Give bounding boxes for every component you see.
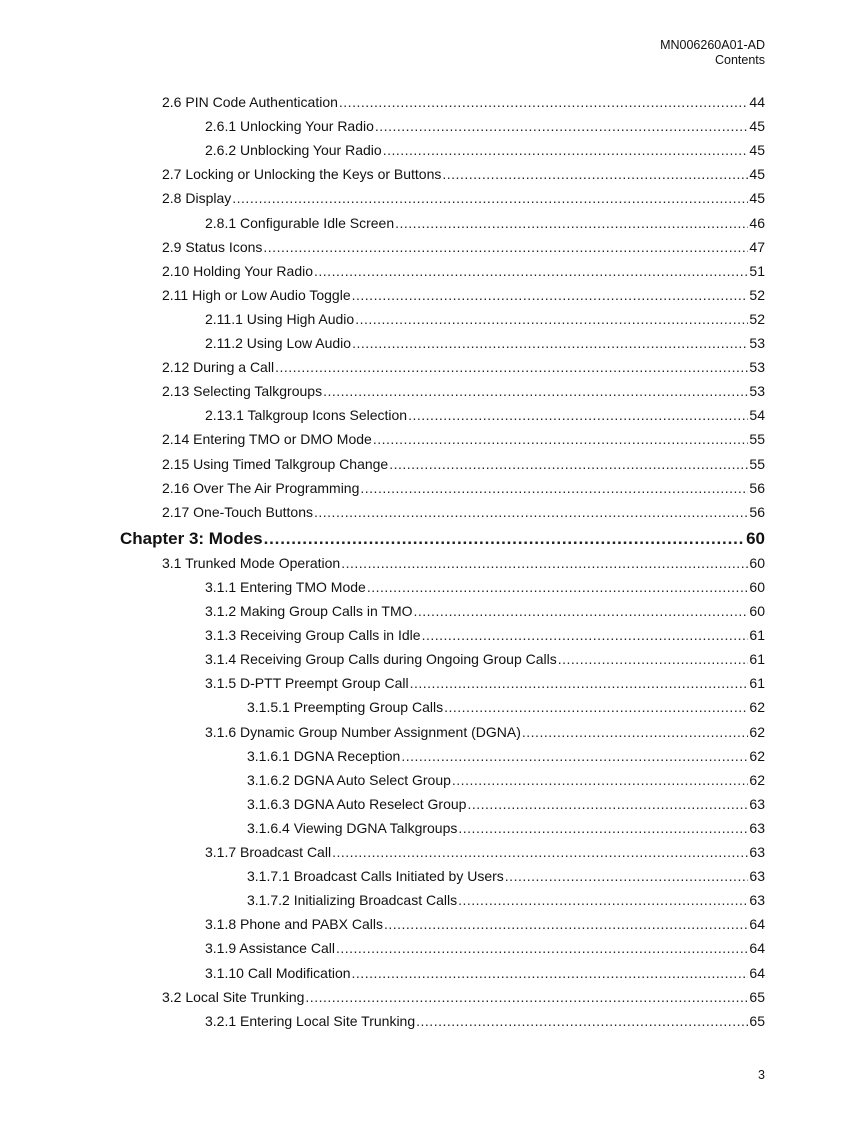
toc-entry[interactable] <box>205 142 765 159</box>
toc-entry[interactable] <box>205 916 765 933</box>
toc-entry-title: 2.11.2 Using Low Audio <box>205 335 352 351</box>
toc-entry-page: 60 <box>746 528 765 548</box>
toc-entry[interactable] <box>162 263 765 280</box>
toc-entry-page: 52 <box>749 286 765 303</box>
toc-leader-dots <box>263 239 748 256</box>
toc-entry-page: 63 <box>749 892 765 909</box>
toc-entry-page: 62 <box>749 699 765 716</box>
toc-entry[interactable] <box>247 868 765 885</box>
toc-entry[interactable] <box>205 940 765 957</box>
page-header <box>660 38 765 68</box>
toc-entry[interactable] <box>205 215 765 232</box>
toc-entry[interactable] <box>205 311 765 328</box>
toc-entry-title: 2.10 Holding Your Radio <box>162 262 314 279</box>
toc-entry-title: 3.1.10 Call Modification <box>205 964 351 981</box>
toc-entry-page: 53 <box>749 383 765 400</box>
toc-entry-title: Chapter 3: Modes <box>120 528 263 548</box>
toc-leader-dots <box>505 868 749 885</box>
toc-leader-dots <box>442 166 748 183</box>
toc-entry-page: 45 <box>749 142 765 159</box>
toc-leader-dots <box>414 603 749 620</box>
toc-leader-dots <box>323 383 748 400</box>
toc-entry-title: 2.6 PIN Code Authentication <box>162 94 338 110</box>
toc-entry-title: 2.13.1 Talkgroup Icons Selection <box>205 407 408 424</box>
toc-entry-page: 53 <box>749 335 765 351</box>
toc-entry[interactable] <box>162 504 765 521</box>
toc-entry-page: 53 <box>749 359 765 376</box>
toc-entry[interactable] <box>162 239 765 256</box>
toc-entry-page: 63 <box>749 795 765 812</box>
toc-entry[interactable] <box>162 383 765 400</box>
toc-leader-dots <box>416 1013 748 1030</box>
toc-entry-title: 3.1.8 Phone and PABX Calls <box>205 916 383 933</box>
toc-leader-dots <box>375 118 749 135</box>
toc-entry[interactable] <box>162 989 765 1006</box>
toc-entry-title: 2.15 Using Timed Talkgroup Change <box>162 455 389 472</box>
toc-entry-title: 2.8.1 Configurable Idle Screen <box>205 214 395 231</box>
toc-entry[interactable] <box>205 675 765 692</box>
toc-entry-page: 61 <box>749 627 765 644</box>
toc-entry[interactable] <box>205 118 765 135</box>
toc-entry[interactable] <box>247 748 765 765</box>
toc-entry-page: 65 <box>749 988 765 1005</box>
toc-entry-title: 3.2 Local Site Trunking <box>162 988 305 1005</box>
toc-entry-page: 64 <box>749 916 765 933</box>
toc-entry[interactable] <box>205 965 765 982</box>
toc-entry-title: 3.1.7.2 Initializing Broadcast Calls <box>247 892 458 909</box>
toc-entry-title: 2.16 Over The Air Programming <box>162 479 360 496</box>
toc-entry-page: 62 <box>749 723 765 740</box>
toc-entry[interactable] <box>162 480 765 497</box>
toc-entry-page: 61 <box>749 651 765 668</box>
toc-entry-page: 64 <box>749 940 765 957</box>
toc-entry-page: 45 <box>749 118 765 135</box>
toc-leader-dots <box>305 989 748 1006</box>
toc-leader-dots <box>336 940 748 957</box>
toc-entry[interactable] <box>247 796 765 813</box>
toc-entry[interactable] <box>247 699 765 716</box>
toc-leader-dots <box>352 335 748 352</box>
toc-entry-title: 3.1.3 Receiving Group Calls in Idle <box>205 627 421 644</box>
toc-entry-page: 44 <box>749 94 765 110</box>
toc-entry-title: 3.1.7.1 Broadcast Calls Initiated by Users <box>247 868 504 885</box>
toc-entry[interactable] <box>162 287 765 304</box>
toc-leader-dots <box>401 748 748 765</box>
toc-entry-page: 56 <box>749 479 765 496</box>
toc-leader-dots <box>352 965 749 982</box>
toc-leader-dots <box>422 627 749 644</box>
toc-entry[interactable] <box>205 1013 765 1030</box>
toc-entry-page: 47 <box>749 238 765 255</box>
toc-leader-dots <box>444 699 748 716</box>
toc-leader-dots <box>458 892 748 909</box>
toc-entry-page: 54 <box>749 407 765 424</box>
toc-entry[interactable] <box>162 431 765 448</box>
toc-entry[interactable] <box>162 555 765 572</box>
toc-entry[interactable] <box>162 94 765 111</box>
toc-entry-page: 62 <box>749 747 765 764</box>
toc-entry-title: 2.17 One-Touch Buttons <box>162 503 313 520</box>
toc-entry-title: 2.9 Status Icons <box>162 238 263 255</box>
toc-entry-title: 3.1.6 Dynamic Group Number Assignment (DGNA) <box>205 723 521 740</box>
toc-entry-title: 3.1.7 Broadcast Call <box>205 844 332 860</box>
toc-entry-page: 52 <box>749 310 765 327</box>
toc-leader-dots <box>367 579 749 596</box>
toc-entry-page: 63 <box>749 868 765 885</box>
toc-leader-dots <box>408 407 748 424</box>
toc-entry-title: 3.1.1 Entering TMO Mode <box>205 578 366 595</box>
toc-entry[interactable] <box>162 190 765 207</box>
toc-entry-title: 3.1.6.3 DGNA Auto Reselect Group <box>247 795 467 812</box>
toc-leader-dots <box>314 504 748 521</box>
toc-leader-dots <box>360 480 748 497</box>
toc-entry-page: 46 <box>749 214 765 231</box>
toc-leader-dots <box>395 215 748 232</box>
toc-entry-page: 60 <box>749 603 765 619</box>
toc-entry-page: 51 <box>749 262 765 279</box>
toc-entry-title: 2.13 Selecting Talkgroups <box>162 383 323 400</box>
toc-entry[interactable] <box>205 603 765 620</box>
toc-leader-dots <box>410 675 749 692</box>
toc-entry[interactable] <box>247 892 765 909</box>
toc-entry-page: 61 <box>749 675 765 692</box>
toc-entry[interactable] <box>162 166 765 183</box>
toc-entry-title: 3.1.5.1 Preempting Group Calls <box>247 699 444 716</box>
toc-leader-dots <box>452 772 749 789</box>
toc-entry-page: 45 <box>749 166 765 183</box>
toc-entry-title: 3.1.6.4 Viewing DGNA Talkgroups <box>247 819 458 836</box>
toc-entry[interactable] <box>162 359 765 376</box>
toc-entry-page: 60 <box>749 554 765 571</box>
toc-leader-dots <box>389 456 748 473</box>
toc-entry-title: 2.12 During a Call <box>162 359 275 376</box>
toc-entry[interactable] <box>205 627 765 644</box>
toc-entry[interactable] <box>205 335 765 352</box>
toc-leader-dots <box>467 796 748 813</box>
toc-leader-dots <box>275 359 748 376</box>
toc-leader-dots <box>355 311 748 328</box>
toc-entry-page: 55 <box>749 431 765 448</box>
toc-leader-dots <box>522 724 749 741</box>
toc-entry-page: 56 <box>749 503 765 520</box>
toc-entry-page: 63 <box>749 819 765 836</box>
toc-entry-page: 64 <box>749 964 765 981</box>
toc-entry-title: 3.1.4 Receiving Group Calls during Ongoing Group Calls <box>205 651 557 668</box>
toc-leader-dots <box>558 651 749 668</box>
toc-entry-title: 2.11 High or Low Audio Toggle <box>162 286 351 303</box>
toc-entry-title: 3.1.2 Making Group Calls in TMO <box>205 603 413 619</box>
toc-entry[interactable] <box>162 456 765 473</box>
toc-entry[interactable] <box>205 407 765 424</box>
toc-entry-title: 3.1.6.1 DGNA Reception <box>247 747 401 764</box>
toc-entry-title: 2.6.2 Unblocking Your Radio <box>205 142 382 159</box>
toc-entry-page: 55 <box>749 455 765 472</box>
toc-entry-title: 2.8 Display <box>162 190 232 207</box>
toc-entry-title: 3.1 Trunked Mode Operation <box>162 554 341 571</box>
toc-entry[interactable] <box>205 724 765 741</box>
toc-entry-title: 3.1.9 Assistance Call <box>205 940 335 957</box>
toc-leader-dots <box>384 916 748 933</box>
toc-leader-dots <box>314 263 748 280</box>
toc-entry-title: 2.11.1 Using High Audio <box>205 310 355 327</box>
toc-entry-title: 3.1.5 D-PTT Preempt Group Call <box>205 675 409 692</box>
toc-entry[interactable] <box>205 579 765 596</box>
toc-chapter-entry[interactable] <box>120 529 765 549</box>
toc-entry-page: 65 <box>749 1012 765 1029</box>
toc-leader-dots <box>383 142 749 159</box>
toc-entry-page: 60 <box>749 578 765 595</box>
toc-leader-dots <box>339 94 749 111</box>
page-number: 3 <box>758 1068 765 1082</box>
toc-leader-dots <box>332 844 748 861</box>
toc-entry[interactable] <box>247 820 765 837</box>
toc-entry-title: 2.7 Locking or Unlocking the Keys or Buttons <box>162 166 442 183</box>
toc-entry-page: 63 <box>749 844 765 860</box>
toc-leader-dots <box>373 431 749 448</box>
toc-entry[interactable] <box>205 651 765 668</box>
toc-entry-page: 45 <box>749 190 765 207</box>
toc-leader-dots <box>352 287 749 304</box>
document-number: MN006260A01-AD <box>660 38 765 52</box>
toc-leader-dots <box>458 820 748 837</box>
toc-entry-page: 62 <box>749 771 765 788</box>
toc-entry-title: 2.14 Entering TMO or DMO Mode <box>162 431 372 448</box>
section-name: Contents <box>714 53 765 67</box>
toc-entry[interactable] <box>205 844 765 861</box>
toc-entry-title: 2.6.1 Unlocking Your Radio <box>205 118 374 135</box>
toc-entry-title: 3.1.6.2 DGNA Auto Select Group <box>247 771 451 788</box>
toc-leader-dots <box>341 555 748 572</box>
toc-entry-title: 3.2.1 Entering Local Site Trunking <box>205 1012 416 1029</box>
toc-leader-dots <box>264 529 745 549</box>
toc-entry[interactable] <box>247 772 765 789</box>
toc-leader-dots <box>232 190 748 207</box>
